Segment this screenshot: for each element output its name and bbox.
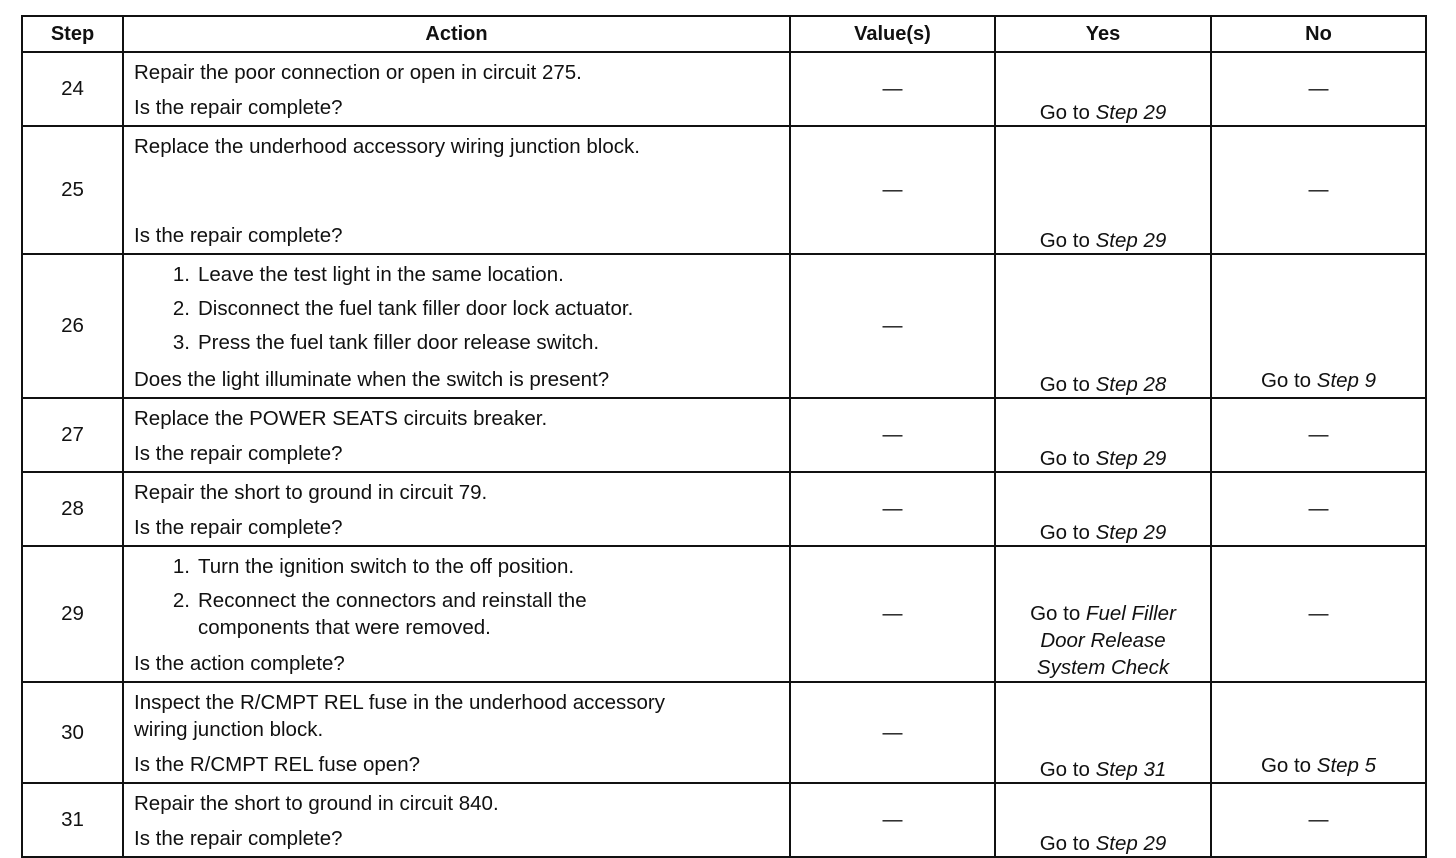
action-cell xyxy=(123,52,790,126)
table-row xyxy=(22,682,1426,783)
action-question: Is the repair complete? xyxy=(134,442,343,465)
table-row xyxy=(22,126,1426,254)
yes-cell: Go to Fuel Filler Door Release System Check xyxy=(995,546,1211,682)
yes-cell: Go to Step 29 xyxy=(995,783,1211,857)
list-item: 2. Disconnect the fuel tank filler door lock actuator. xyxy=(172,297,634,320)
step-number: 28 xyxy=(22,472,123,546)
action-question: Is the repair complete? xyxy=(134,96,343,119)
action-text: Replace the underhood accessory wiring junction block. xyxy=(134,135,640,158)
action-cell xyxy=(123,783,790,857)
header-no: No xyxy=(1211,16,1426,52)
table-row xyxy=(22,52,1426,126)
yes-cell: Go to Step 28 xyxy=(995,254,1211,398)
action-text: Inspect the R/CMPT REL fuse in the underhood accessory wiring junction block. xyxy=(134,691,665,741)
values-cell: — xyxy=(790,682,995,783)
step-number: 30 xyxy=(22,682,123,783)
goto-link[interactable]: Step 5 xyxy=(1316,754,1377,777)
action-text: Repair the short to ground in circuit 79. xyxy=(134,481,488,504)
action-question: Is the repair complete? xyxy=(134,827,343,850)
action-cell xyxy=(123,126,790,254)
values-cell: — xyxy=(790,783,995,857)
yes-cell: Go to Step 29 xyxy=(995,52,1211,126)
step-number: 26 xyxy=(22,254,123,398)
goto-link[interactable]: Step 29 xyxy=(1095,521,1167,544)
action-cell xyxy=(123,472,790,546)
step-number: 24 xyxy=(22,52,123,126)
no-cell: — xyxy=(1211,126,1426,254)
step-number: 25 xyxy=(22,126,123,254)
header-values: Value(s) xyxy=(790,16,995,52)
action-cell xyxy=(123,682,790,783)
goto-link[interactable]: Step 29 xyxy=(1095,832,1167,855)
action-question: Is the action complete? xyxy=(134,652,345,675)
action-text: Replace the POWER SEATS circuits breaker. xyxy=(134,407,548,430)
action-question: Is the R/CMPT REL fuse open? xyxy=(134,753,420,776)
no-cell: Go to Step 5 xyxy=(1211,682,1426,783)
action-question: Is the repair complete? xyxy=(134,224,343,247)
no-cell: — xyxy=(1211,398,1426,472)
action-text: Repair the short to ground in circuit 840. xyxy=(134,792,499,815)
step-number: 27 xyxy=(22,398,123,472)
table-row xyxy=(22,472,1426,546)
action-cell xyxy=(123,254,790,398)
goto-link[interactable]: Step 31 xyxy=(1095,758,1167,781)
values-cell: — xyxy=(790,126,995,254)
goto-link[interactable]: Step 9 xyxy=(1316,369,1377,392)
goto-link[interactable]: Step 29 xyxy=(1095,447,1167,470)
step-number: 31 xyxy=(22,783,123,857)
table-row xyxy=(22,546,1426,682)
action-cell xyxy=(123,546,790,682)
no-cell: — xyxy=(1211,546,1426,682)
table-row xyxy=(22,783,1426,857)
goto-link[interactable]: Step 29 xyxy=(1095,101,1167,124)
header-yes: Yes xyxy=(995,16,1211,52)
yes-cell: Go to Step 29 xyxy=(995,126,1211,254)
goto-link[interactable]: Step 28 xyxy=(1095,373,1167,396)
list-item: 1. Leave the test light in the same location. xyxy=(172,263,564,286)
header-row xyxy=(22,16,1426,52)
diagnostic-table xyxy=(21,15,1427,858)
yes-cell: Go to Step 31 xyxy=(995,682,1211,783)
yes-cell: Go to Step 29 xyxy=(995,398,1211,472)
list-item: 1. Turn the ignition switch to the off position. xyxy=(172,555,575,578)
goto-link[interactable]: System Check xyxy=(1036,656,1170,679)
action-cell xyxy=(123,398,790,472)
no-cell: — xyxy=(1211,472,1426,546)
no-cell: Go to Step 9 xyxy=(1211,254,1426,398)
list-item: 2. Reconnect the connectors and reinstall the components that were removed. xyxy=(172,589,587,639)
goto-link[interactable]: Step 29 xyxy=(1095,229,1167,252)
yes-cell: Go to Step 29 xyxy=(995,472,1211,546)
goto-link[interactable]: Door Release xyxy=(1040,629,1166,652)
no-cell: — xyxy=(1211,52,1426,126)
values-cell: — xyxy=(790,52,995,126)
header-step: Step xyxy=(22,16,123,52)
values-cell: — xyxy=(790,398,995,472)
table-row xyxy=(22,254,1426,398)
header-action: Action xyxy=(123,16,790,52)
values-cell: — xyxy=(790,546,995,682)
goto-link[interactable]: Fuel Filler xyxy=(1085,602,1176,625)
no-cell: — xyxy=(1211,783,1426,857)
values-cell: — xyxy=(790,472,995,546)
values-cell: — xyxy=(790,254,995,398)
action-question: Is the repair complete? xyxy=(134,516,343,539)
step-number: 29 xyxy=(22,546,123,682)
action-text: Repair the poor connection or open in circuit 275. xyxy=(134,61,582,84)
list-item: 3. Press the fuel tank filler door release switch. xyxy=(172,331,600,354)
action-question: Does the light illuminate when the switch is present? xyxy=(134,368,610,391)
table-row xyxy=(22,398,1426,472)
